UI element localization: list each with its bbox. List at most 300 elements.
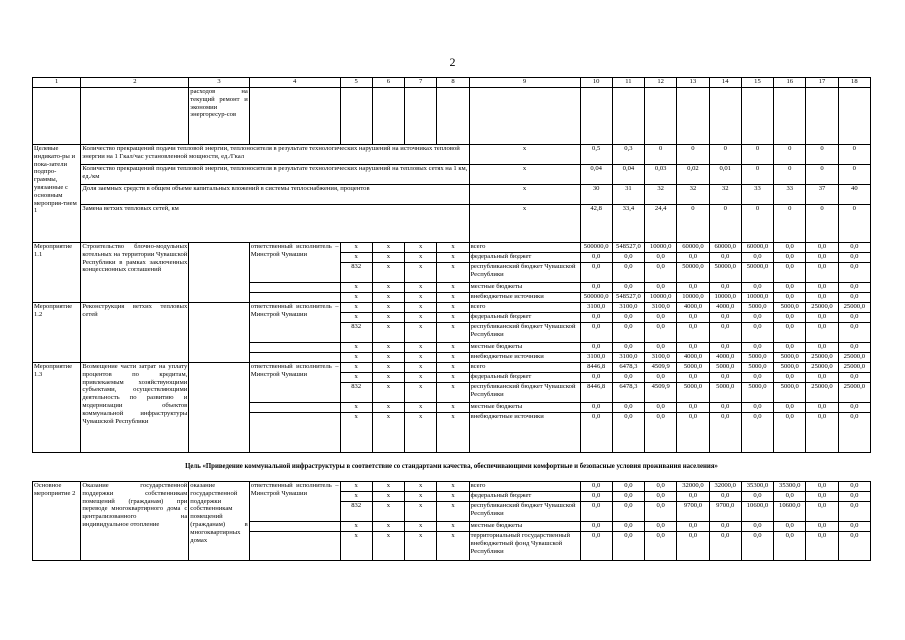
funding-value: 50000,0: [677, 263, 709, 283]
funding-value: 3100,0: [612, 353, 644, 363]
funding-value: 0,0: [645, 253, 677, 263]
page-number: 2: [449, 55, 456, 69]
funding-value: 0,0: [774, 253, 806, 263]
table-cell: [249, 293, 340, 303]
funding-value: 548527,0: [612, 243, 644, 253]
funding-value: 0,0: [806, 492, 838, 502]
code-x: x: [340, 303, 372, 313]
code-x: x: [405, 403, 437, 413]
column-header: 9: [469, 78, 580, 88]
funding-value: 10000,0: [741, 293, 773, 303]
budget-code: 832: [340, 263, 372, 283]
indicator-value: 0: [774, 205, 806, 243]
column-header: 13: [677, 78, 709, 88]
funding-value: 4000,0: [677, 353, 709, 363]
indicator-value: 0: [677, 205, 709, 243]
funding-value: 0,0: [645, 373, 677, 383]
code-x: x: [372, 482, 404, 492]
code-x: x: [437, 253, 469, 263]
table-row: [33, 243, 871, 253]
table-row: [33, 145, 871, 165]
code-x: x: [437, 363, 469, 373]
funding-value: 0,0: [838, 502, 870, 522]
funding-value: 0,0: [580, 313, 612, 323]
code-x: x: [405, 373, 437, 383]
code-x: x: [405, 283, 437, 293]
table-cell: [249, 413, 340, 453]
code-x: x: [405, 363, 437, 373]
funding-value: 0,0: [677, 283, 709, 293]
funding-value: 0,0: [580, 373, 612, 383]
funding-value: 4000,0: [677, 303, 709, 313]
code-x: x: [405, 532, 437, 561]
funding-value: 0,0: [645, 313, 677, 323]
funding-value: 0,0: [838, 323, 870, 343]
funding-value: 0,0: [741, 522, 773, 532]
funding-value: 0,0: [838, 413, 870, 453]
indicator-value: 0: [709, 145, 741, 165]
table-row: [33, 453, 871, 482]
code-x: x: [372, 522, 404, 532]
indicator-value: 32: [677, 185, 709, 205]
code-x: x: [437, 413, 469, 453]
indicator-value: 0: [709, 205, 741, 243]
funding-value: 0,0: [645, 502, 677, 522]
funding-value: 60000,0: [677, 243, 709, 253]
funding-value: 0,0: [645, 263, 677, 283]
responsible-executor: ответственный исполнитель – Минстрой Чувашии: [249, 303, 340, 343]
code-x: x: [437, 323, 469, 343]
funding-source: внебюджетные источники: [469, 413, 580, 453]
funding-value: 0,0: [838, 293, 870, 303]
measure-label: Мероприятие 1.2: [33, 303, 81, 363]
measure-result: оказание государственной поддержки собственникам помещений (гражданам) в многоквартирных домах: [189, 482, 250, 561]
column-header: 18: [838, 78, 870, 88]
code-x: x: [372, 403, 404, 413]
funding-value: 0,0: [645, 492, 677, 502]
funding-value: 0,0: [612, 522, 644, 532]
funding-value: 0,0: [677, 413, 709, 453]
funding-value: 0,0: [774, 532, 806, 561]
code-x: x: [372, 532, 404, 561]
measure-result: [189, 363, 250, 453]
funding-value: 0,0: [580, 263, 612, 283]
code-x: x: [405, 253, 437, 263]
indicator-x: x: [469, 185, 580, 205]
column-header: 6: [372, 78, 404, 88]
indicator-value: 0,02: [677, 165, 709, 185]
funding-value: 0,0: [580, 343, 612, 353]
funding-value: 0,0: [774, 373, 806, 383]
column-header: 5: [340, 78, 372, 88]
funding-value: 0,0: [806, 323, 838, 343]
funding-value: 9700,0: [677, 502, 709, 522]
indicator-value: 0,01: [709, 165, 741, 185]
measure-result: [189, 243, 250, 303]
indicator-value: 0: [806, 165, 838, 185]
code-x: x: [372, 243, 404, 253]
table-cell: [249, 88, 340, 145]
code-x: x: [437, 492, 469, 502]
funding-value: 0,0: [838, 313, 870, 323]
budget-code: 832: [340, 383, 372, 403]
measure-label: Основное мероприятие 2: [33, 482, 81, 561]
funding-value: 0,0: [741, 532, 773, 561]
funding-value: 0,0: [806, 343, 838, 353]
measure-name: Возмещение части затрат на уплату процентов по кредитам, привлекаемым хозяйствующими субъектами, осуществляющими деятельность по развитию и модернизации объектов коммунальной инфраструктуры Чувашской Республики: [81, 363, 189, 453]
funding-value: 0,0: [645, 323, 677, 343]
indicator-value: 24,4: [645, 205, 677, 243]
funding-value: 0,0: [838, 482, 870, 492]
funding-value: 25000,0: [838, 383, 870, 403]
indicators-label: Целевые индикато-ры и пока-затели подпро-граммы, увязанные с основным мероприя-тием 1: [33, 145, 81, 243]
funding-value: 0,0: [741, 283, 773, 293]
funding-value: 5000,0: [709, 363, 741, 373]
funding-value: 0,0: [677, 343, 709, 353]
funding-source: федеральный бюджет: [469, 492, 580, 502]
funding-value: 0,0: [838, 263, 870, 283]
funding-value: 0,0: [677, 492, 709, 502]
funding-value: 548527,0: [612, 293, 644, 303]
code-x: x: [437, 343, 469, 353]
funding-value: 0,0: [677, 373, 709, 383]
column-header: 11: [612, 78, 644, 88]
code-x: x: [340, 243, 372, 253]
funding-value: 0,0: [580, 413, 612, 453]
column-header: 2: [81, 78, 189, 88]
code-x: x: [372, 323, 404, 343]
code-x: x: [405, 343, 437, 353]
code-x: x: [340, 522, 372, 532]
indicator-name: Замена ветхих тепловых сетей, км: [81, 205, 469, 243]
funding-value: 3100,0: [612, 303, 644, 313]
indicator-value: 31: [612, 185, 644, 205]
funding-value: 35300,0: [774, 482, 806, 492]
funding-value: 0,0: [838, 343, 870, 353]
funding-value: 0,0: [741, 313, 773, 323]
indicator-value: 42,8: [580, 205, 612, 243]
code-x: x: [340, 532, 372, 561]
funding-value: 0,0: [806, 283, 838, 293]
funding-value: 0,0: [709, 343, 741, 353]
funding-value: 60000,0: [741, 243, 773, 253]
funding-value: 0,0: [774, 283, 806, 293]
code-x: x: [405, 522, 437, 532]
code-x: x: [340, 293, 372, 303]
funding-value: 0,0: [741, 253, 773, 263]
code-x: x: [372, 363, 404, 373]
funding-value: 5000,0: [741, 303, 773, 313]
indicator-value: 0,5: [580, 145, 612, 165]
code-x: x: [437, 532, 469, 561]
code-x: x: [437, 353, 469, 363]
code-x: x: [437, 313, 469, 323]
funding-value: 5000,0: [774, 383, 806, 403]
funding-value: 6478,3: [612, 363, 644, 373]
indicator-value: 0: [741, 205, 773, 243]
funding-value: 25000,0: [806, 303, 838, 313]
goal-title: Цель «Приведение коммунальной инфраструктуры в соответствие со стандартами качества, обеспечивающими комфортные и безопасные условия проживания населения»: [185, 463, 718, 471]
code-x: x: [405, 492, 437, 502]
column-header: 14: [709, 78, 741, 88]
funding-value: 25000,0: [806, 383, 838, 403]
funding-source: федеральный бюджет: [469, 373, 580, 383]
indicator-value: 0: [838, 165, 870, 185]
measure-label: Мероприятие 1.1: [33, 243, 81, 303]
funding-value: 0,0: [645, 343, 677, 353]
program-table: [32, 77, 871, 561]
code-x: x: [405, 313, 437, 323]
table-cell: [249, 532, 340, 561]
indicator-value: 33: [774, 185, 806, 205]
funding-value: 0,0: [709, 413, 741, 453]
table-cell: [437, 88, 469, 145]
column-header: 8: [437, 78, 469, 88]
funding-value: 5000,0: [741, 383, 773, 403]
indicator-value: 33: [741, 185, 773, 205]
funding-value: 0,0: [806, 482, 838, 492]
funding-value: 0,0: [806, 313, 838, 323]
funding-value: 5000,0: [677, 363, 709, 373]
indicator-value: 0: [677, 145, 709, 165]
indicator-value: 0,03: [645, 165, 677, 185]
budget-code: 832: [340, 502, 372, 522]
column-header: 16: [774, 78, 806, 88]
indicator-x: x: [469, 205, 580, 243]
measure-result: [189, 303, 250, 363]
table-row: [33, 78, 871, 88]
funding-value: 0,0: [580, 522, 612, 532]
indicator-value: 0: [838, 145, 870, 165]
funding-value: 500000,0: [580, 293, 612, 303]
measure-name: Реконструкция ветхих тепловых сетей: [81, 303, 189, 363]
funding-source: внебюджетные источники: [469, 353, 580, 363]
funding-value: 0,0: [709, 283, 741, 293]
funding-value: 35300,0: [741, 482, 773, 492]
responsible-executor: ответственный исполнитель – Минстрой Чувашии: [249, 243, 340, 283]
funding-value: 0,0: [612, 373, 644, 383]
code-x: x: [405, 243, 437, 253]
funding-value: 0,0: [838, 373, 870, 383]
funding-value: 0,0: [612, 482, 644, 492]
funding-value: 0,0: [774, 243, 806, 253]
funding-value: 0,0: [580, 403, 612, 413]
funding-value: 9700,0: [709, 502, 741, 522]
indicator-value: 32: [709, 185, 741, 205]
funding-value: 0,0: [612, 313, 644, 323]
funding-value: 0,0: [580, 492, 612, 502]
funding-value: 0,0: [741, 343, 773, 353]
funding-value: 4509,9: [645, 383, 677, 403]
funding-value: 0,0: [774, 492, 806, 502]
column-header: 4: [249, 78, 340, 88]
code-x: x: [340, 283, 372, 293]
table-cell: [580, 88, 612, 145]
code-x: x: [372, 283, 404, 293]
funding-source: всего: [469, 482, 580, 492]
funding-value: 50000,0: [709, 263, 741, 283]
code-x: x: [437, 502, 469, 522]
code-x: x: [340, 343, 372, 353]
funding-value: 0,0: [709, 492, 741, 502]
code-x: x: [405, 263, 437, 283]
funding-value: 0,0: [612, 323, 644, 343]
funding-value: 5000,0: [677, 383, 709, 403]
indicator-value: 0,04: [612, 165, 644, 185]
code-x: x: [372, 373, 404, 383]
indicator-x: x: [469, 145, 580, 165]
funding-value: 500000,0: [580, 243, 612, 253]
funding-value: 10000,0: [645, 243, 677, 253]
funding-value: 0,0: [806, 253, 838, 263]
funding-value: 0,0: [838, 403, 870, 413]
code-x: x: [340, 403, 372, 413]
funding-value: 25000,0: [838, 363, 870, 373]
funding-value: 0,0: [645, 413, 677, 453]
funding-value: 5000,0: [709, 383, 741, 403]
funding-value: 0,0: [774, 413, 806, 453]
table-cell: [741, 88, 773, 145]
funding-value: 0,0: [612, 253, 644, 263]
funding-value: 0,0: [580, 253, 612, 263]
indicator-value: 33,4: [612, 205, 644, 243]
code-x: x: [372, 343, 404, 353]
funding-value: 0,0: [645, 403, 677, 413]
funding-value: 0,0: [645, 532, 677, 561]
funding-value: 0,0: [677, 253, 709, 263]
indicator-value: 32: [645, 185, 677, 205]
funding-source: территориальный государственный внебюджетный фонд Чувашской Республики: [469, 532, 580, 561]
indicator-value: 0: [645, 145, 677, 165]
code-x: x: [437, 293, 469, 303]
table-cell: [405, 88, 437, 145]
funding-value: 0,0: [677, 313, 709, 323]
funding-value: 0,0: [709, 522, 741, 532]
indicator-value: 0,3: [612, 145, 644, 165]
funding-source: всего: [469, 243, 580, 253]
table-cell: [81, 88, 189, 145]
funding-value: 0,0: [741, 413, 773, 453]
funding-value: 0,0: [774, 522, 806, 532]
table-cell: [249, 522, 340, 532]
funding-value: 3100,0: [580, 353, 612, 363]
funding-value: 0,0: [774, 323, 806, 343]
funding-value: 0,0: [741, 323, 773, 343]
code-x: x: [372, 383, 404, 403]
table-cell: [838, 88, 870, 145]
code-x: x: [372, 303, 404, 313]
funding-value: 0,0: [806, 413, 838, 453]
funding-value: 0,0: [806, 243, 838, 253]
funding-value: 0,0: [645, 522, 677, 532]
funding-source: республиканский бюджет Чувашской Республики: [469, 502, 580, 522]
funding-value: 0,0: [806, 373, 838, 383]
table-cell: [709, 88, 741, 145]
result-cell: расходов на текущий ремонт и экономии энергоресур-сов: [189, 88, 250, 145]
funding-source: республиканский бюджет Чувашской Республики: [469, 323, 580, 343]
funding-value: 32000,0: [709, 482, 741, 492]
code-x: x: [340, 373, 372, 383]
table-row: [33, 205, 871, 243]
funding-value: 0,0: [741, 403, 773, 413]
funding-value: 60000,0: [709, 243, 741, 253]
funding-value: 5000,0: [774, 303, 806, 313]
table-row: [33, 482, 871, 492]
funding-source: федеральный бюджет: [469, 313, 580, 323]
funding-value: 25000,0: [806, 363, 838, 373]
indicator-name: Доля заемных средств в общем объеме капитальных вложений в системы теплоснабжения, процентов: [81, 185, 469, 205]
funding-value: 4000,0: [709, 353, 741, 363]
table-cell: [249, 343, 340, 353]
indicator-name: Количество прекращений подачи тепловой энергии, теплоносителя в результате технологических нарушений на тепловых сетях на 1 км, ед./км: [81, 165, 469, 185]
measure-label: Мероприятие 1.3: [33, 363, 81, 453]
budget-code: 832: [340, 323, 372, 343]
funding-value: 5000,0: [774, 353, 806, 363]
funding-value: 0,0: [806, 263, 838, 283]
funding-value: 0,0: [806, 502, 838, 522]
code-x: x: [405, 303, 437, 313]
column-header: 7: [405, 78, 437, 88]
code-x: x: [405, 353, 437, 363]
funding-value: 0,0: [709, 313, 741, 323]
code-x: x: [340, 413, 372, 453]
column-header: 15: [741, 78, 773, 88]
funding-source: республиканский бюджет Чувашской Республики: [469, 383, 580, 403]
funding-value: 0,0: [709, 532, 741, 561]
table-cell: [774, 88, 806, 145]
table-row: [33, 303, 871, 313]
funding-value: 0,0: [612, 413, 644, 453]
funding-value: 0,0: [580, 323, 612, 343]
funding-value: 32000,0: [677, 482, 709, 492]
funding-value: 0,0: [677, 323, 709, 343]
indicator-value: 0: [838, 205, 870, 243]
funding-value: 0,0: [806, 403, 838, 413]
code-x: x: [437, 522, 469, 532]
funding-value: 0,0: [774, 263, 806, 283]
funding-source: всего: [469, 363, 580, 373]
code-x: x: [437, 403, 469, 413]
funding-value: 0,0: [612, 283, 644, 293]
code-x: x: [437, 243, 469, 253]
indicator-value: 0: [806, 205, 838, 243]
code-x: x: [437, 303, 469, 313]
funding-value: 3100,0: [645, 303, 677, 313]
funding-value: 0,0: [677, 522, 709, 532]
code-x: x: [437, 373, 469, 383]
funding-value: 6478,3: [612, 383, 644, 403]
funding-value: 0,0: [580, 532, 612, 561]
code-x: x: [372, 263, 404, 283]
funding-value: 8446,8: [580, 383, 612, 403]
funding-value: 5000,0: [741, 353, 773, 363]
code-x: x: [437, 482, 469, 492]
table-row: [33, 165, 871, 185]
code-x: x: [340, 353, 372, 363]
table-cell: [612, 88, 644, 145]
funding-value: 50000,0: [741, 263, 773, 283]
code-x: x: [437, 383, 469, 403]
funding-value: 0,0: [580, 502, 612, 522]
funding-value: 3100,0: [580, 303, 612, 313]
code-x: x: [372, 492, 404, 502]
code-x: x: [372, 253, 404, 263]
table-row: [33, 185, 871, 205]
funding-value: 0,0: [774, 343, 806, 353]
funding-value: 0,0: [709, 323, 741, 343]
funding-source: местные бюджеты: [469, 283, 580, 293]
indicator-value: 0: [774, 165, 806, 185]
